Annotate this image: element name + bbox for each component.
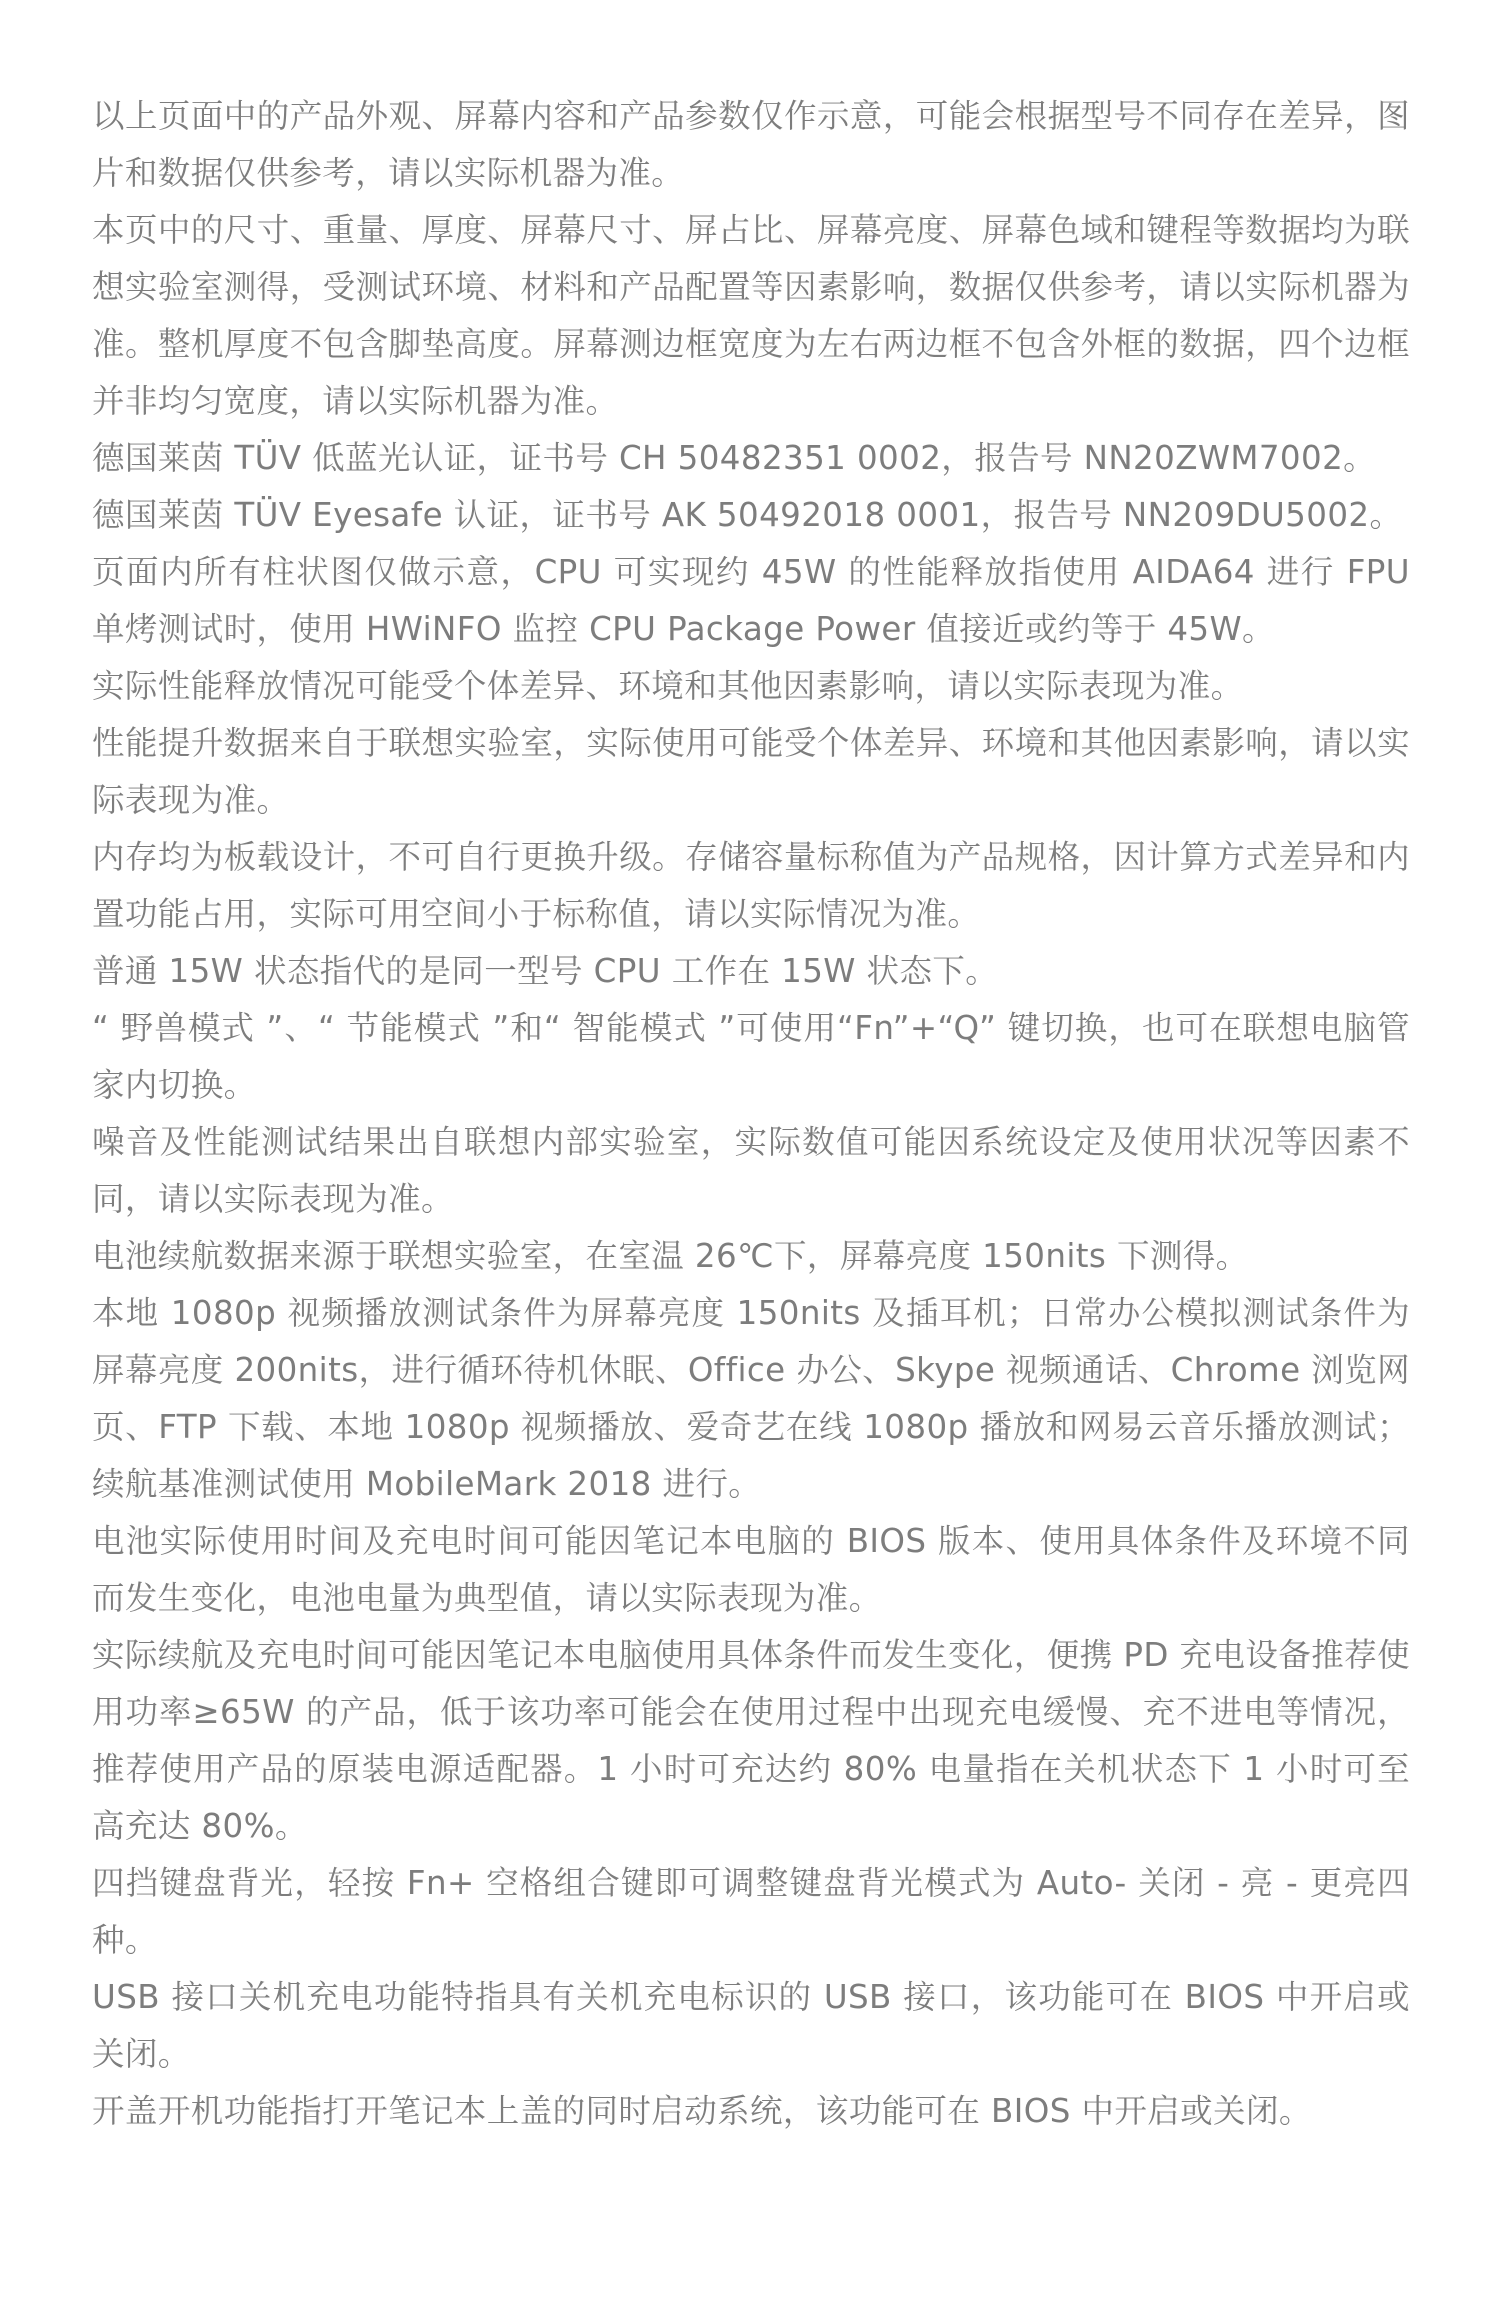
note-dimensions: 本页中的尺寸、重量、厚度、屏幕尺寸、屏占比、屏幕亮度、屏幕色域和键程等数据均为联想实验室测得，受测试环境、材料和产品配置等因素影响，数据仅供参考，请以实际机器为准。整机厚度不包含脚垫高度。屏幕测边框宽度为左右两边框不包含外框的数据，四个边框并非均匀宽度，请以实际机器为准。 [92, 211, 1410, 420]
note-battery-source: 电池续航数据来源于联想实验室，在室温 26℃下，屏幕亮度 150nits 下测得。 [92, 1237, 1249, 1275]
note-noise-tests: 噪音及性能测试结果出自联想内部实验室，实际数值可能因系统设定及使用状况等因素不同，请以实际表现为准。 [92, 1123, 1410, 1218]
disclaimer-notes [92, 88, 1410, 2140]
note-battery-variation: 电池实际使用时间及充电时间可能因笔记本电脑的 BIOS 版本、使用具体条件及环境不同而发生变化，电池电量为典型值，请以实际表现为准。 [92, 1522, 1410, 1617]
note-performance-modes: “ 野兽模式 ”、“ 节能模式 ”和“ 智能模式 ”可使用“Fn”+“Q” 键切换，也可在联想电脑管家内切换。 [92, 1009, 1410, 1104]
note-cpu-45w: 页面内所有柱状图仅做示意，CPU 可实现约 45W 的性能释放指使用 AIDA64 进行 FPU 单烤测试时，使用 HWiNFO 监控 CPU Package Power 值接近或约等于 45W。 [92, 553, 1410, 648]
note-keyboard-backlight: 四挡键盘背光，轻按 Fn+ 空格组合键即可调整键盘背光模式为 Auto- 关闭 - 亮 - 更亮四种。 [92, 1864, 1410, 1959]
note-memory-storage: 内存均为板载设计，不可自行更换升级。存储容量标称值为产品规格，因计算方式差异和内置功能占用，实际可用空间小于标称值，请以实际情况为准。 [92, 838, 1410, 933]
note-battery-test-conditions: 本地 1080p 视频播放测试条件为屏幕亮度 150nits 及插耳机；日常办公模拟测试条件为屏幕亮度 200nits，进行循环待机休眠、Office 办公、Skype 视频通话、Chrome 浏览网页、FTP 下载、本地 1080p 视频播放、爱奇艺在线 1080p 播放和网易云音乐播放测试；续航基准测试使用 MobileMark 2018 进行。 [92, 1294, 1410, 1503]
note-usb-power-off-charging: USB 接口关机充电功能特指具有关机充电标识的 USB 接口，该功能可在 BIOS 中开启或关闭。 [92, 1978, 1410, 2073]
note-tuv-low-blue-light: 德国莱茵 TÜV 低蓝光认证，证书号 CH 50482351 0002，报告号 NN20ZWM7002。 [92, 439, 1377, 477]
note-charging: 实际续航及充电时间可能因笔记本电脑使用具体条件而发生变化，便携 PD 充电设备推荐使用功率≥65W 的产品，低于该功率可能会在使用过程中出现充电缓慢、充不进电等情况，推荐使用产品的原装电源适配器。1 小时可充达约 80% 电量指在关机状态下 1 小时可至高充达 80%。 [92, 1636, 1410, 1845]
note-appearance: 以上页面中的产品外观、屏幕内容和产品参数仅作示意，可能会根据型号不同存在差异，图片和数据仅供参考，请以实际机器为准。 [92, 97, 1410, 192]
note-lid-open-boot: 开盖开机功能指打开笔记本上盖的同时启动系统，该功能可在 BIOS 中开启或关闭。 [92, 2092, 1312, 2130]
note-performance-gain: 性能提升数据来自于联想实验室，实际使用可能受个体差异、环境和其他因素影响，请以实际表现为准。 [92, 724, 1410, 819]
note-15w-state: 普通 15W 状态指代的是同一型号 CPU 工作在 15W 状态下。 [92, 952, 999, 990]
note-tuv-eyesafe: 德国莱茵 TÜV Eyesafe 认证，证书号 AK 50492018 0001，报告号 NN209DU5002。 [92, 496, 1403, 534]
note-performance-release: 实际性能释放情况可能受个体差异、环境和其他因素影响，请以实际表现为准。 [92, 667, 1244, 705]
